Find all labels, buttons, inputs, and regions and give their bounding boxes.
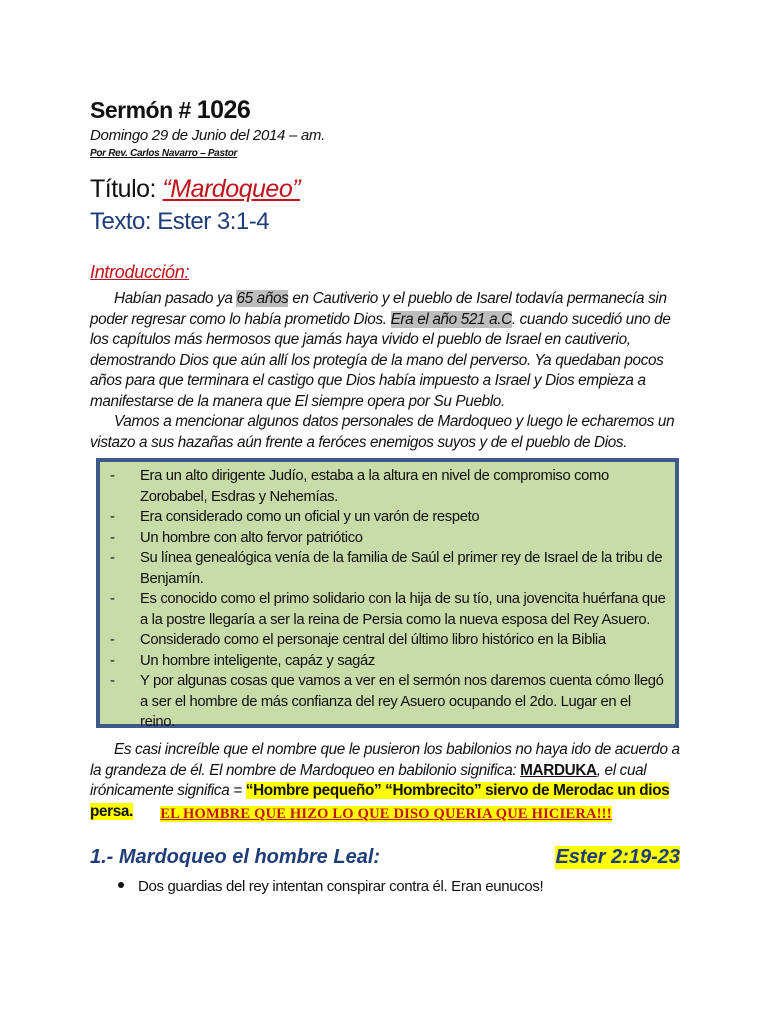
title-value: “Mardoqueo”: [162, 175, 301, 203]
intro-p1-highlight-year: Era el año 521 a.C: [390, 310, 512, 328]
title-label: Título:: [90, 175, 163, 203]
list-item: - Un hombre inteligente, capáz y sagáz: [110, 652, 375, 669]
emphasis-statement: EL HOMBRE QUE HIZO LO QUE DISO QUERIA QUE HICIERA!!!: [160, 806, 612, 822]
scripture-text: Texto: Ester 3:1-4: [90, 208, 270, 235]
intro-p2-text: Vamos a mencionar algunos datos personales de Mardoqueo y luego le echaremos un vistazo a sus hazañas aún frente a feróces enemigos suyos y de el pueblo de Dios.: [90, 413, 675, 451]
section-1-reference: Ester 2:19-23: [555, 846, 680, 868]
intro-paragraph-2: [90, 412, 682, 453]
name-meaning-paragraph: Es casi increíble que el nombre que le pusieron los babilonios no haya ido de acuerdo a la grandeza de él. El nombre de Mardoqueo en babilonio significa: MARDUKA, el cual irónicamente significa = “Hombre pequeño” “Hombrecito” siervo de Merodac un dios persa.: [90, 741, 680, 820]
list-item: - Su línea genealógica venía de la familia de Saúl el primer rey de Israel de la tribu de Benjamín.: [110, 550, 663, 587]
marduka-term: MARDUKA: [520, 761, 597, 779]
sermon-label: Sermón #: [90, 97, 191, 123]
section-1-heading: [90, 846, 680, 869]
list-item: - Considerado como el personaje central del último libro histórico en la Biblia: [110, 632, 606, 648]
list-item: - Era considerado como un oficial y un varón de respeto: [110, 509, 480, 525]
intro-heading: Introducción:: [90, 262, 190, 282]
intro-p1-c: . cuando sucedió uno de los capítulos más hermosos que jamás haya vivido el pueblo de Israel en cautiverio, demostrando Dios que aún allí los protegía de la mano del perverso. Ya quedaban pocos años para que terminara el castigo que Dios había impuesto a Israel y Dios empieza a manifestarse de la manera que El siempre opera por Su Pueblo.: [90, 310, 671, 410]
intro-p1-b: en Cautiverio y el pueblo de Isarel todavía permanecía sin poder regresar como lo había prometido Dios.: [90, 290, 667, 328]
intro-paragraph-1: [90, 289, 682, 412]
intro-p1-highlight-years: 65 años: [236, 290, 289, 307]
section-1-title: 1.- Mardoqueo el hombre Leal:: [90, 846, 381, 868]
facts-list: [110, 466, 667, 733]
list-item: - Un hombre con alto fervor patriótico: [110, 529, 363, 546]
list-item: - Es conocido como el primo solidario con la hija de su tío, una jovencita huérfana que a la postre llegaría a ser la reina de Persia como la nueva esposa del Rey Asuero.: [110, 591, 666, 628]
intro-p1-a: Habían pasado ya: [114, 290, 237, 307]
section-1-bullet: Dos guardias del rey intentan conspirar contra él. Eran eunucos!: [118, 878, 543, 895]
facts-box: [96, 458, 679, 728]
sermon-title: [90, 175, 300, 204]
list-item: - Era un alto dirigente Judío, estaba a la altura en nivel de compromiso como Zorobabel, Esdras y Nehemías.: [110, 468, 609, 505]
sermon-heading: [90, 96, 250, 125]
sermon-date: Domingo 29 de Junio del 2014 – am.: [90, 127, 325, 144]
meaning-highlight: “Hombre pequeño” “Hombrecito” siervo de Merodac un dios persa.: [90, 782, 670, 820]
sermon-number: 1026: [196, 96, 251, 124]
sermon-author: Por Rev. Carlos Navarro – Pastor: [90, 148, 238, 159]
list-item: - Y por algunas cosas que vamos a ver en el sermón nos daremos cuenta cómo llegó a ser el hombre de más confianza del rey Asuero ocupando el 2do. Lugar en el reino.: [110, 673, 664, 730]
bullet-dot-icon: [118, 882, 124, 888]
